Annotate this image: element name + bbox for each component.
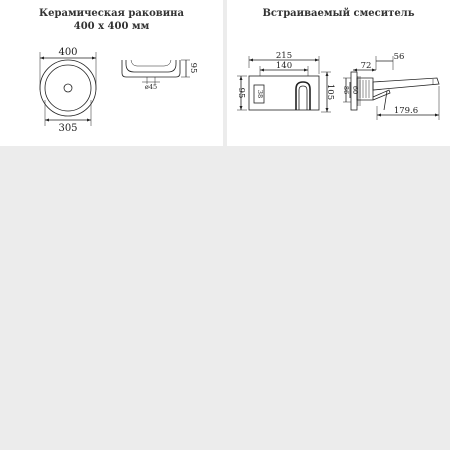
sink-side-view <box>122 60 198 91</box>
sink-outer-rim <box>40 60 96 116</box>
mixer-drawing <box>227 0 450 146</box>
mixer-length-label: 179.6 <box>393 106 419 116</box>
mixer-side-lever <box>373 90 390 100</box>
sink-inner-bowl <box>45 65 91 111</box>
sink-panel <box>0 0 223 146</box>
mixer-right-height-label: 105 <box>325 83 335 101</box>
sink-drawing <box>0 0 223 146</box>
mixer-lever-label: 38 <box>256 89 264 99</box>
sink-width-label: 400 <box>58 47 78 58</box>
sink-drain-label: ø45 <box>144 83 158 91</box>
sink-inner-width-label: 305 <box>58 123 78 134</box>
sink-height-label: 95 <box>188 62 198 74</box>
mixer-height-86-label: 86 <box>342 85 350 95</box>
sink-top-view <box>40 47 96 134</box>
mixer-inner-width-label: 140 <box>275 61 293 71</box>
mixer-depth-label: 56 <box>393 52 405 62</box>
mixer-height-60-label: 60 <box>351 85 359 95</box>
mixer-side-view <box>342 52 439 120</box>
sink-drain-hole <box>64 84 72 92</box>
mixer-body-depth-label: 72 <box>360 61 372 71</box>
mixer-title: Встраиваемый смеситель <box>262 8 415 19</box>
mixer-width-label: 215 <box>275 51 293 61</box>
sink-subtitle: 400 х 400 мм <box>73 21 150 32</box>
mixer-spout <box>373 78 439 90</box>
mixer-left-height-label: 95 <box>236 87 246 99</box>
sink-title: Керамическая раковина <box>39 8 184 19</box>
mixer-front-view <box>236 51 335 112</box>
mixer-panel <box>227 0 450 146</box>
